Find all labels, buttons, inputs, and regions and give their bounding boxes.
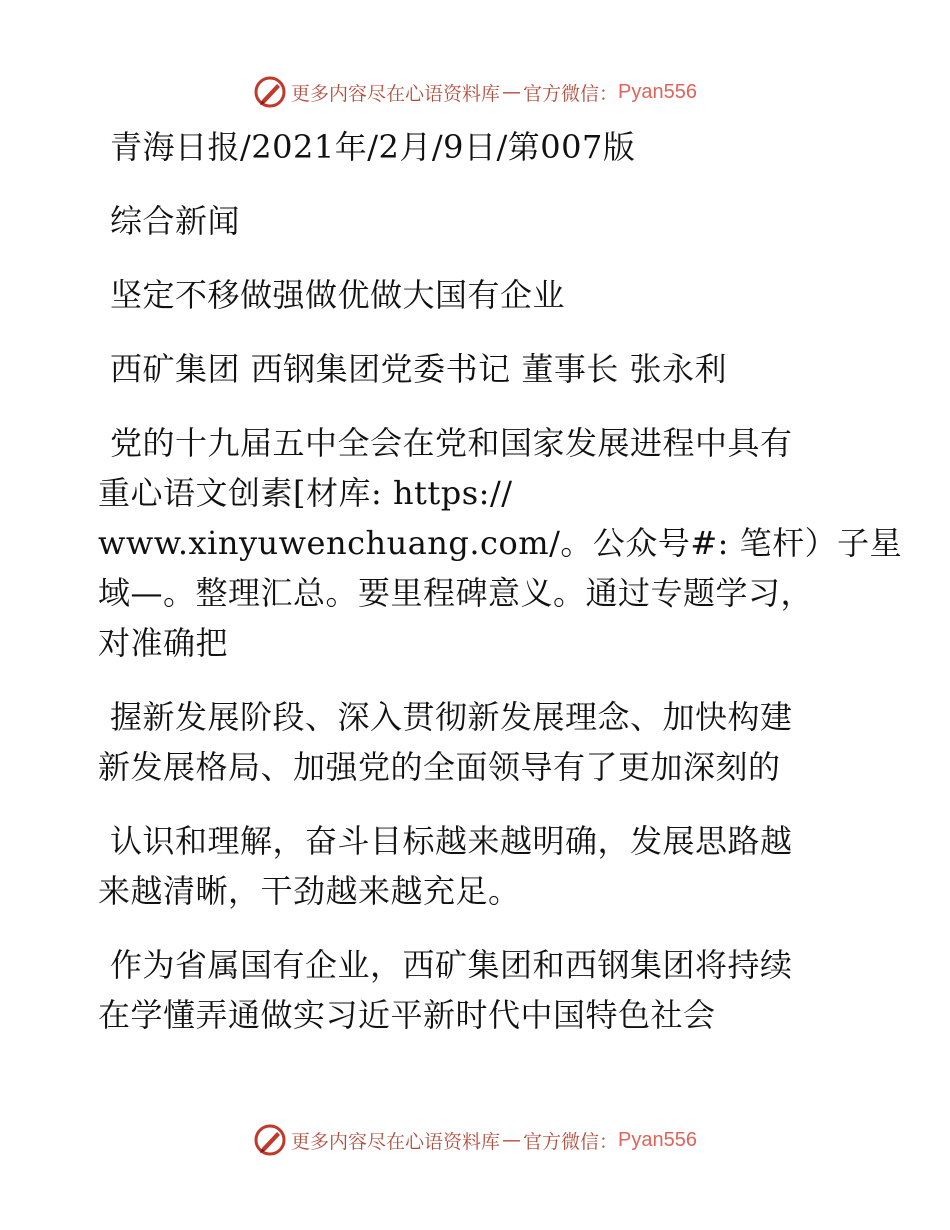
watermark-wechat-id: Pyan556 (618, 80, 697, 103)
watermark-dash: — (502, 1129, 522, 1151)
paragraph-line: 在学懂弄通做实习近平新时代中国特色社会 (98, 996, 716, 1034)
headline: 坚定不移做强做优做大国有企业 (110, 276, 566, 314)
paragraph-line: 认识和理解，奋斗目标越来越明确，发展思路越 (110, 822, 793, 860)
watermark-header (0, 72, 950, 112)
paragraph-line: 对准确把 (98, 624, 229, 662)
watermark-wechat-id: Pyan556 (618, 1128, 697, 1151)
watermark-official: 官方微信： (523, 1130, 619, 1153)
pen-logo-icon (253, 1123, 287, 1157)
paragraph-line: 新发展格局、加强党的全面领导有了更加深刻的 (98, 748, 781, 786)
paragraph-line: 握新发展阶段、深入贯彻新发展理念、加快构建 (110, 698, 793, 736)
byline: 西矿集团 西钢集团党委书记 董事长 张永利 (110, 350, 728, 388)
paragraph-line: 域—。整理汇总。要里程碑意义。通过专题学习， (98, 574, 814, 612)
watermark-text: 更多内容尽在心语资料库 (291, 82, 501, 105)
paragraph-line: 作为省属国有企业，西矿集团和西钢集团将持续 (110, 946, 793, 984)
watermark-official: 官方微信： (523, 82, 619, 105)
paragraph-line: 来越清晰，干劲越来越充足。 (98, 872, 521, 910)
watermark-footer (0, 1120, 950, 1160)
paragraph-line: 重心语文创素[材库: https:// (98, 474, 513, 512)
watermark-dash: — (502, 81, 522, 103)
pen-logo-icon (253, 75, 287, 109)
paragraph-line: www.xinyuwenchuang.com/。公众号#: 笔杆）子星 (98, 524, 903, 562)
section-line: 综合新闻 (110, 202, 241, 240)
watermark-text: 更多内容尽在心语资料库 (291, 1130, 501, 1153)
document-body (98, 122, 903, 1040)
paragraph-line: 党的十九届五中全会在党和国家发展进程中具有 (110, 424, 793, 462)
source-line: 青海日报/2021年/2月/9日/第007版 (110, 128, 636, 166)
